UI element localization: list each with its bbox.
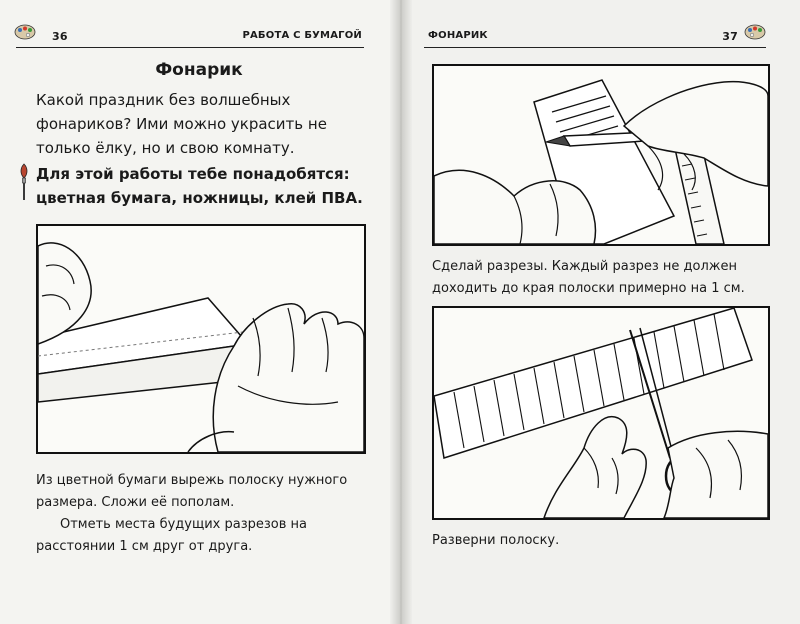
page-title: Фонарик <box>155 60 243 80</box>
paint-palette-icon <box>14 24 36 40</box>
caption-mark: Отметь места будущих разрезов на расстоянии 1 см друг от друга. <box>36 517 308 554</box>
left-page-header <box>16 26 364 48</box>
paint-palette-icon <box>744 24 766 40</box>
intro-text: Какой праздник без волшебных фонариков? Ими можно украсить не только ёлку, но и свою комнату. <box>36 91 327 157</box>
illustration-fold-strip <box>36 224 366 454</box>
illustration-mark-with-ruler <box>432 64 770 246</box>
right-page-header <box>424 26 766 48</box>
running-head: ФОНАРИК <box>428 30 488 41</box>
header-rule <box>424 47 766 48</box>
illustration-cut-with-scissors <box>432 306 770 520</box>
paintbrush-icon <box>16 162 32 202</box>
page-number: 36 <box>52 30 68 43</box>
page-number: 37 <box>722 30 738 43</box>
materials-text: Для этой работы тебе понадобятся: цветная бумага, ножницы, клей ПВА. <box>36 165 363 207</box>
caption-fold: Из цветной бумаги вырежь полоску нужного размера. Сложи её пополам. <box>36 473 348 510</box>
header-rule <box>16 47 364 48</box>
running-head: РАБОТА С БУМАГОЙ <box>242 30 362 41</box>
caption-cut: Сделай разрезы. Каждый разрез не должен доходить до края полоски примерно на 1 см. <box>432 259 745 296</box>
caption-unfold: Разверни полоску. <box>432 533 560 548</box>
book-gutter <box>390 0 412 624</box>
